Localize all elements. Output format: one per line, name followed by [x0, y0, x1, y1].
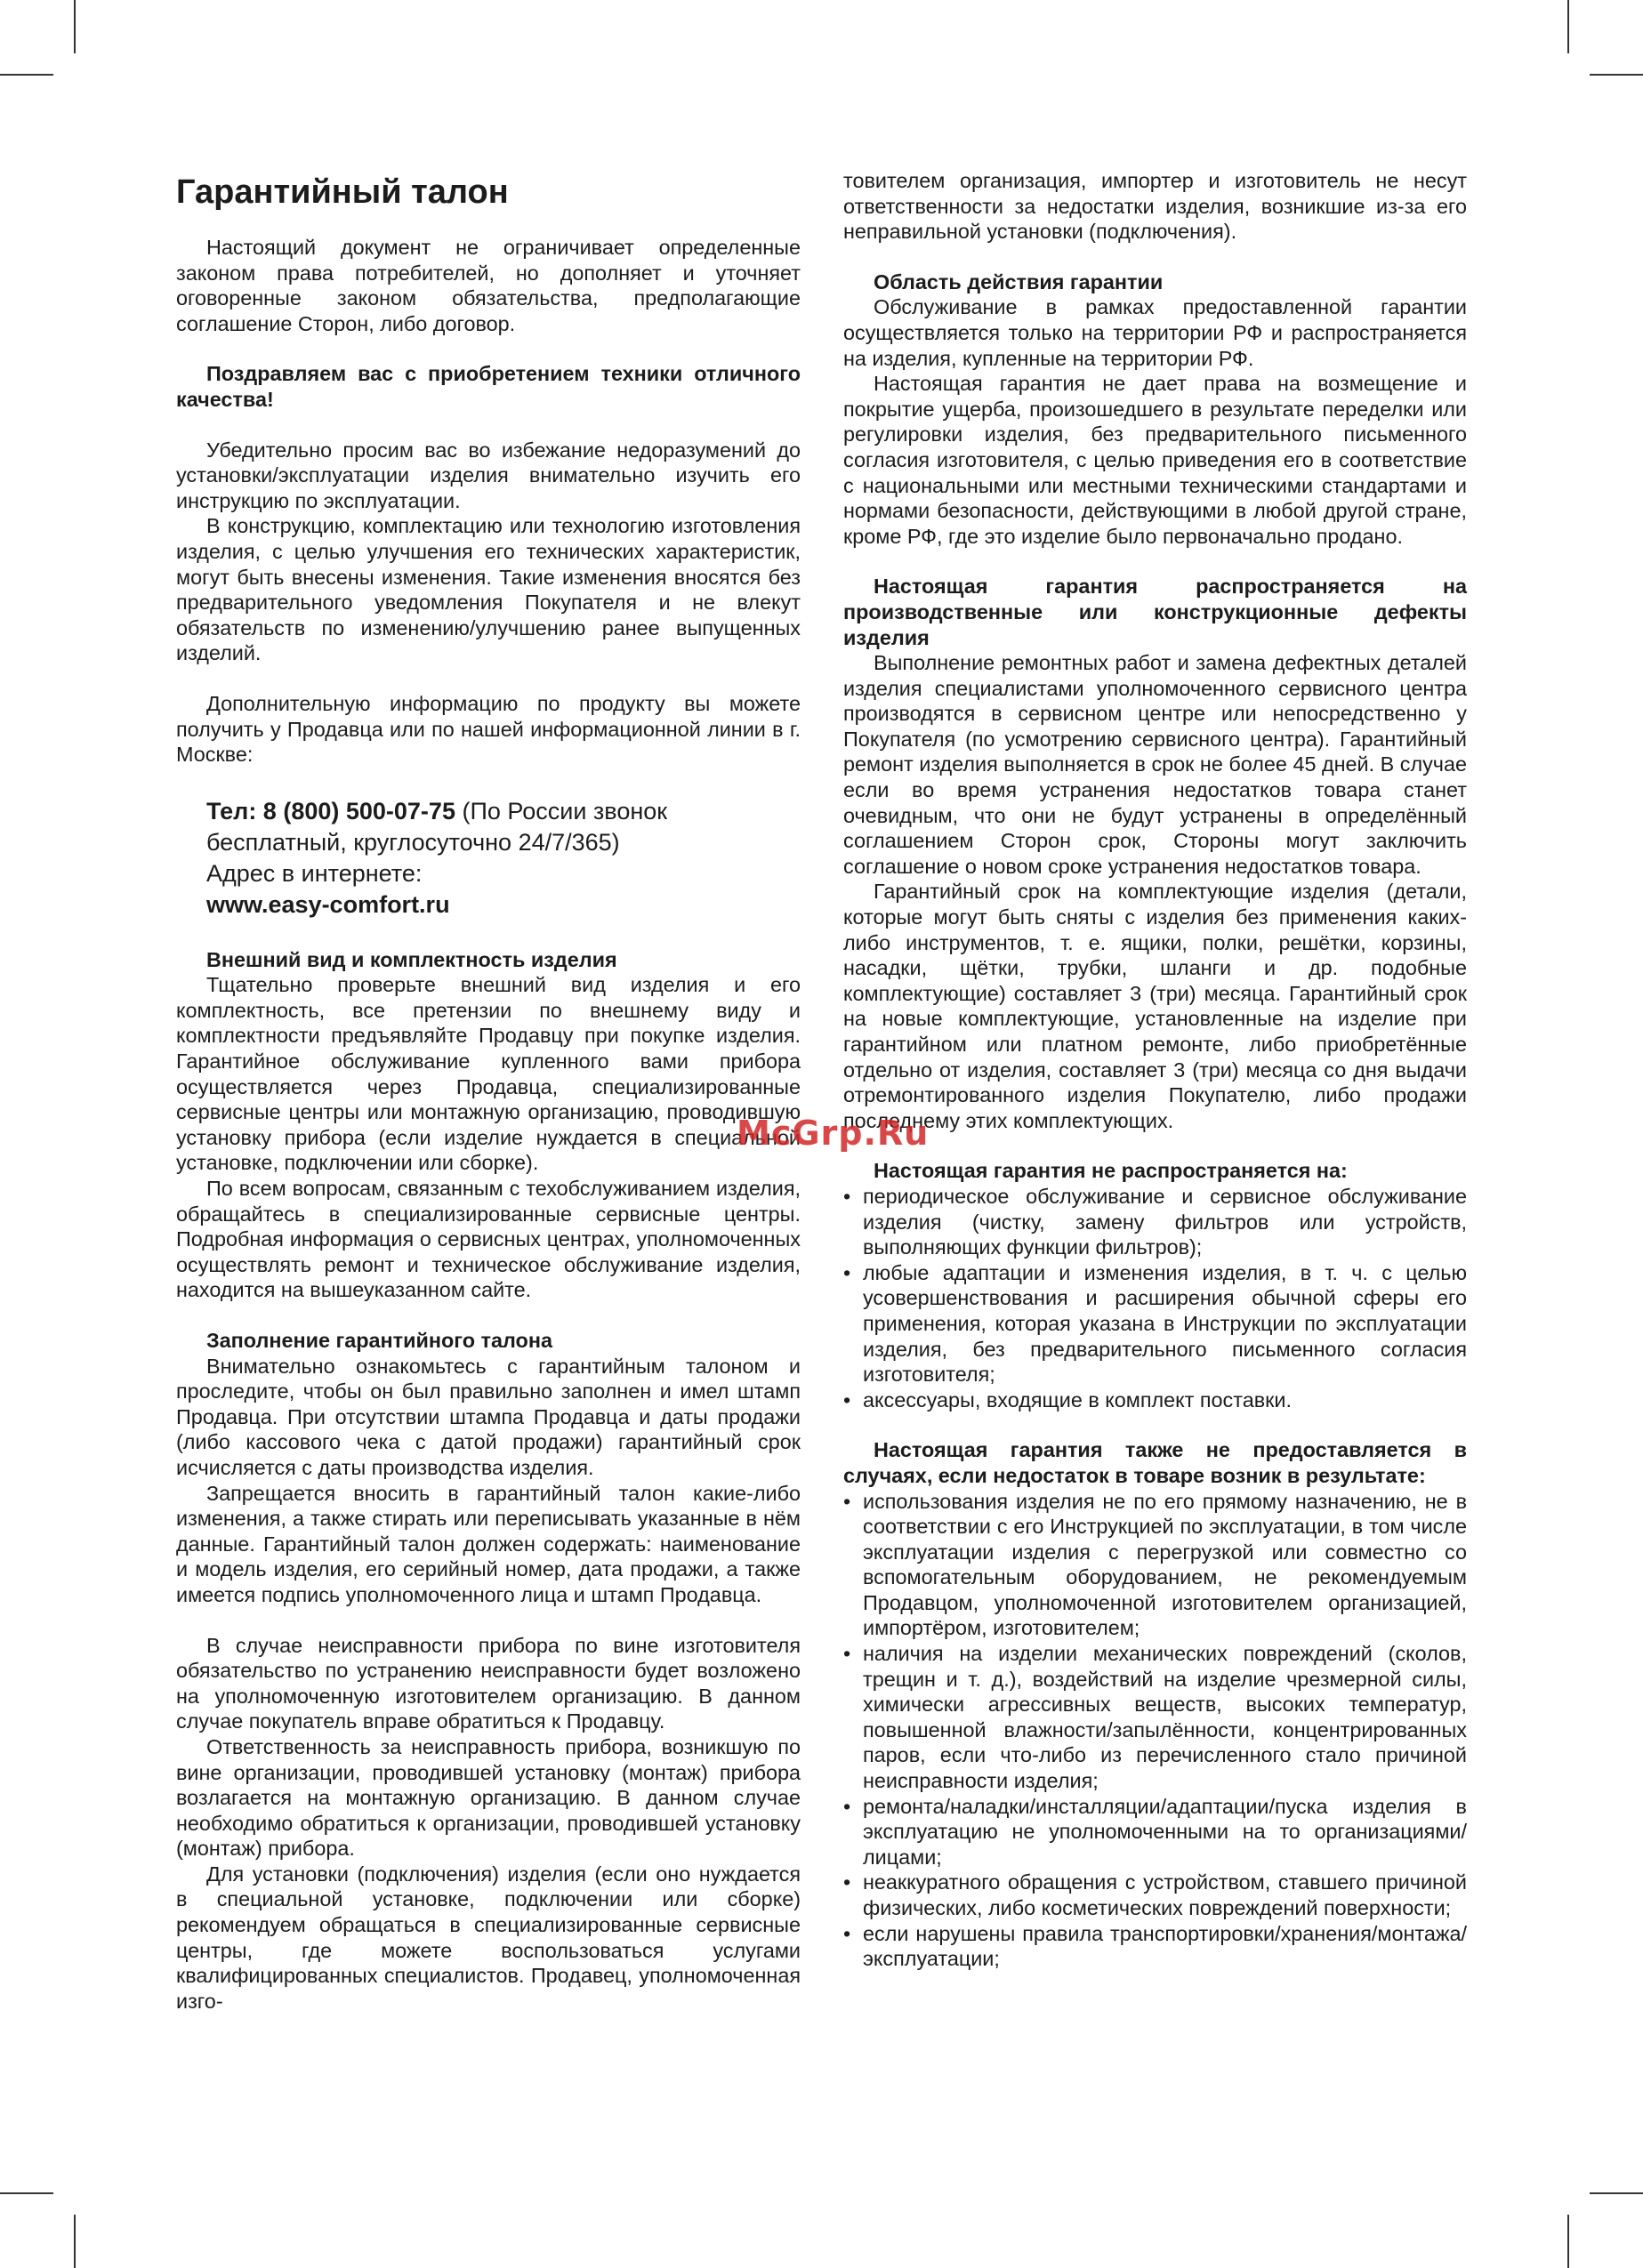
cases-heading: Настоящая гарантия также не предоставляется в случаях, если недостаток в товаре возник в результате: — [843, 1438, 1467, 1487]
list-item: • любые адаптации и изменения изделия, в т. ч. с целью усовершенствования и расширения обычной сферы его применения, которая указана в Инструкции по эксплуатации изделия, без предварительного письменного согласия изготовителя; — [843, 1260, 1467, 1387]
not-cover-heading: Настоящая гарантия не распространяется на: — [874, 1159, 1348, 1183]
read-instructions-paragraph: Убедительно просим вас во избежание недоразумений до установки/эксплуатации изделия внимательно изучить его инструкцию по эксплуатации. — [176, 438, 801, 512]
design-changes-paragraph: В конструкцию, комплектацию или технологию изготовления изделия, с целью улучшения его технических характеристик, могут быть внесены изменения. Такие изменения вносятся без предварительного уведомления Покупателя и не влекут обязательств по изменению/улучшению ранее выпущенных изделий. — [176, 514, 801, 665]
install-paragraph: Для установки (подключения) изделия (если оно нуждается в специальной установке, подключении или сборке) рекомендуем обращаться в специализированные сервисные центры, где можете воспользоваться услугами квалифицированных специалистов. Продавец, уполномоченная изго- — [176, 1862, 801, 2013]
scope-paragraph: Обслуживание в рамках предоставленной гарантии осуществляется только на территории РФ и распространяется на изделия, купленные на территории РФ. — [843, 295, 1467, 370]
list-item: • аксессуары, входящие в комплект поставки. — [843, 1387, 1467, 1413]
continuation-paragraph: товителем организация, импортер и изготовитель не несут ответственности за недостатки изделия, возникшие из-за его неправильной установки (подключения). — [843, 169, 1467, 244]
fill-heading: Заполнение гарантийного талона — [206, 1329, 552, 1352]
crop-mark — [1590, 74, 1643, 76]
crop-mark — [0, 2192, 53, 2194]
website-link[interactable]: www.easy-comfort.ru — [206, 890, 450, 918]
crop-mark — [74, 0, 76, 53]
defects-heading: Настоящая гарантия распространяется на производственные или конструкционные дефекты изделия — [843, 575, 1467, 649]
watermark: McGrp.Ru — [737, 1114, 930, 1153]
scope-heading: Область действия гарантии — [874, 269, 1164, 294]
crop-mark — [1567, 2215, 1569, 2268]
web-label: Адрес в интернете: — [206, 859, 423, 887]
contact-block — [206, 796, 801, 921]
responsibility-paragraph: Ответственность за неисправность прибора, возникшую по вине организации, проводившей установку (монтаж) прибора возлагается на монтажную организацию. В данном случае необходимо обратиться к организации, проводившей установку (монтаж) прибора. — [176, 1734, 801, 1861]
crop-mark — [1567, 0, 1569, 53]
info-paragraph: Дополнительную информацию по продукту вы можете получить у Продавца или по нашей информационной линии в г. Москве: — [176, 691, 801, 767]
cases-list — [843, 1489, 1467, 1972]
fill-paragraph: Внимательно ознакомьтесь с гарантийным талоном и проследите, чтобы он был правильно заполнен и имел штамп Продавца. При отсутствии штампа Продавца и даты продажи (либо кассового чека с датой продажи) гарантийный срок исчисляется с даты производства изделия. — [176, 1354, 801, 1479]
list-item: • ремонта/наладки/инсталляции/адаптации/пуска изделия в эксплуатацию не уполномоченными на то организациями/ лицами; — [843, 1794, 1467, 1870]
phone-note: (По России звонок бесплатный, круглосуточно 24/7/365) — [206, 797, 668, 856]
page-title: Гарантийный талон — [176, 173, 509, 211]
phone-number: Тел: 8 (800) 500-07-75 — [206, 797, 455, 824]
congrats-heading: Поздравляем вас с приобретением техники отличного качества! — [176, 362, 801, 411]
list-item: • если нарушены правила транспортировки/хранения/монтажа/эксплуатации; — [843, 1921, 1467, 1972]
appearance-paragraph: Тщательно проверьте внешний вид изделия и его комплектность, все претензии по внешнему виду и комплектности предъявляйте Продавцу при покупке изделия. Гарантийное обслуживание купленного вами прибора осуществляется через Продавца, специализированные сервисные центры или монтажную организацию, проводившую установку прибора (если изделие нуждается в специальной установке, подключении или сборке). — [176, 973, 801, 1175]
repair-paragraph: Выполнение ремонтных работ и замена дефектных деталей изделия специалистами уполномоченного сервисного центра производятся в сервисном центре или непосредственно у Покупателя (по усмотрению сервисного центра). Гарантийный ремонт изделия выполняется в срок не более 45 дней. В случае если во время устранения недостатков товара станет очевидным, что они не будут устранены в определённый соглашением Сторон срок, Стороны могут заключить соглашение о новом сроке устранения недостатков товара. — [843, 651, 1467, 878]
service-paragraph: По всем вопросам, связанным с техобслуживанием изделия, обращайтесь в специализированные сервисные центры. Подробная информация о сервисных центрах, уполномоченных осуществлять ремонт и техническое обслуживание изделия, находится на вышеуказанном сайте. — [176, 1177, 801, 1302]
not-cover-list — [843, 1184, 1467, 1412]
appearance-heading: Внешний вид и комплектность изделия — [206, 947, 617, 971]
no-right-paragraph: Настоящая гарантия не дает права на возмещение и покрытие ущерба, произошедшего в результате переделки или регулировки изделия, без предварительного письменного согласия изготовителя, с целью приведения его в соответствие с национальными или местными техническими стандартами и нормами безопасности, действующими в любой другой стране, кроме РФ, где это изделие было первоначально продано. — [843, 372, 1467, 548]
list-item: • наличия на изделии механических повреждений (сколов, трещин и т. д.), воздействий на изделие чрезмерной силы, химически агрессивных веществ, высоких температур, повышенной влажности/запылённости, концентрированных паров, если что-либо из перечисленного стало причиной неисправности изделия; — [843, 1641, 1467, 1794]
forbid-paragraph: Запрещается вносить в гарантийный талон какие-либо изменения, а также стирать или переписывать указанные в нём данные. Гарантийный талон должен содержать: наименование и модель изделия, его серийный номер, дата продажи, а также имеется подпись уполномоченного лица и штамп Продавца. — [176, 1481, 801, 1606]
parts-paragraph: Гарантийный срок на комплектующие изделия (детали, которые могут быть сняты с изделия без применения каких-либо инструментов, т. е. ящики, полки, решётки, корзины, насадки, щётки, трубки, шланги и др. подобные комплектующие) составляет 3 (три) месяца. Гарантийный срок на новые комплектующие, установленные на изделие при гарантийном или платном ремонте, либо приобретённые отдельно от изделия, составляет 3 (три) месяца со дня выдачи отремонтированного изделия Покупателю, либо продажи последнему этих комплектующих. — [843, 880, 1467, 1132]
crop-mark — [0, 74, 53, 76]
left-column — [176, 165, 801, 2014]
list-item: • использования изделия не по его прямому назначению, не в соответствии с его Инструкцией по эксплуатации, в том числе эксплуатации изделия с перегрузкой или совместно со вспомогательным оборудованием, не рекомендуемым Продавцом, уполномоченной изготовителем организацией, импортёром, изготовителем; — [843, 1489, 1467, 1642]
intro-paragraph: Настоящий документ не ограничивает определенные законом права потребителей, но дополняет и уточняет оговоренные законом обязательства, предполагающие соглашение Сторон, либо договор. — [176, 236, 801, 335]
list-item: • неаккуратного обращения с устройством, ставшего причиной физических, либо косметических повреждений поверхности; — [843, 1870, 1467, 1920]
crop-mark — [74, 2215, 76, 2268]
right-column — [843, 168, 1467, 1972]
crop-mark — [1590, 2192, 1643, 2194]
list-item: • периодическое обслуживание и сервисное обслуживание изделия (чистку, замену фильтров или устройств, выполняющих функции фильтров); — [843, 1184, 1467, 1260]
fault-paragraph: В случае неисправности прибора по вине изготовителя обязательство по устранению неисправности будет возложено на уполномоченную изготовителем организацию. В данном случае покупатель вправе обратиться к Продавцу. — [176, 1633, 801, 1733]
